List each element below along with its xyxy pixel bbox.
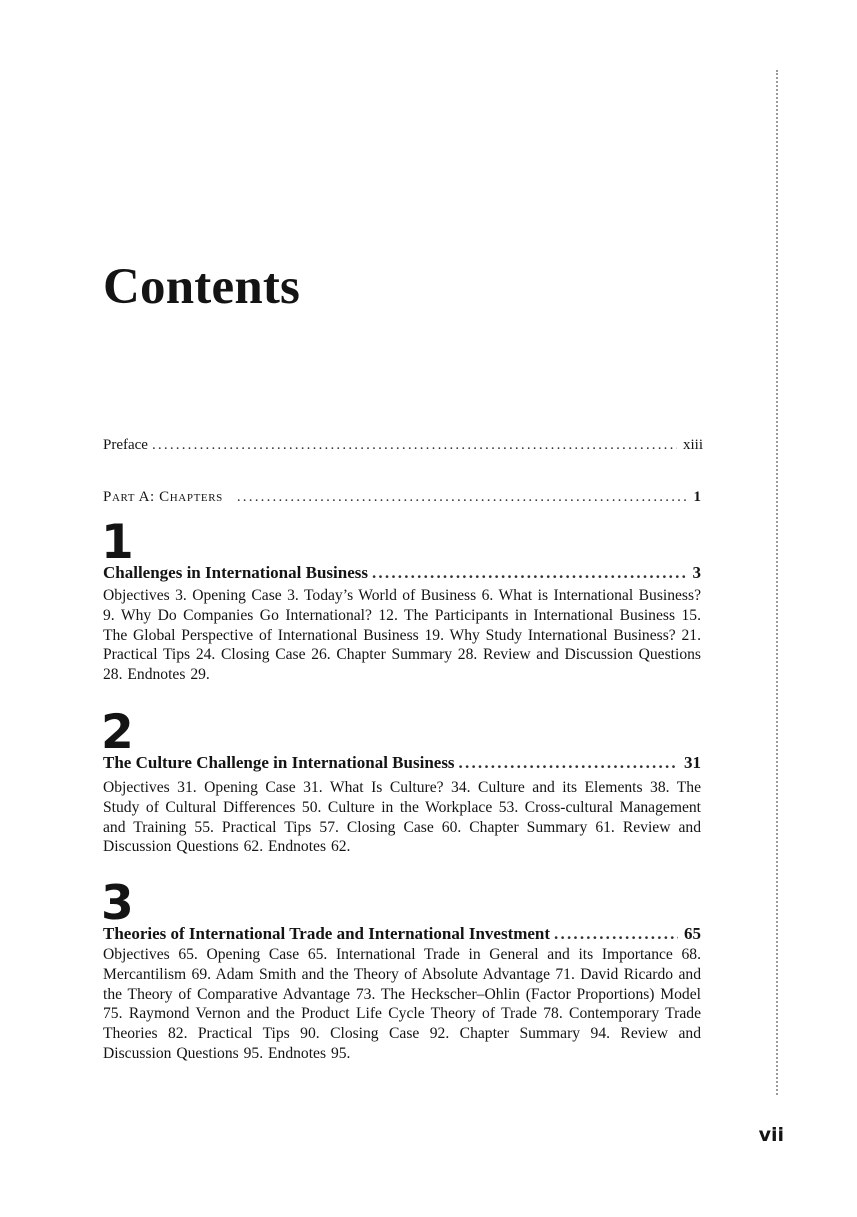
dot-leader (237, 489, 688, 506)
dot-leader (152, 437, 677, 454)
chapter-contents: Objectives 65. Opening Case 65. International Trade in General and its Importance 68. Mercantilism 69. Adam Smith and the Theory of Absolute Advantage 71. David Ricardo and the Theory of Comparative Advantage 73. The Heckscher–Ohlin (Factor Proportions) Model 75. Raymond Vernon and the Product Life Cycle Theory of Trade 78. Contemporary Trade Theories 82. Practical Tips 90. Closing Case 92. Chapter Summary 94. Review and Discussion Questions 95. Endnotes 95. (103, 946, 701, 1062)
chapter-number: 1 (101, 515, 133, 570)
dot-leader (554, 924, 678, 944)
toc-entry-chapter-3[interactable] (103, 924, 703, 944)
toc-entry-page-number: 1 (693, 489, 701, 505)
chapter-title: The Culture Challenge in International Business (103, 753, 455, 772)
chapter-title: Challenges in International Business (103, 563, 368, 582)
page-folio: vii (758, 1124, 784, 1146)
toc-entry-preface[interactable] (103, 437, 703, 454)
margin-dotted-rule (776, 70, 778, 1095)
toc-entry-page-number: 31 (684, 753, 701, 772)
toc-entry-page-number: 3 (692, 563, 701, 582)
toc-entry-chapter-1[interactable] (103, 563, 703, 583)
chapter-number: 2 (101, 705, 133, 760)
toc-entry-part-a[interactable] (103, 489, 703, 506)
part-heading: Part A: Chapters (103, 489, 223, 505)
toc-entry-chapter-2[interactable] (103, 753, 703, 773)
toc-entry-page-number: xiii (682, 437, 703, 453)
chapter-title: Theories of International Trade and International Investment (103, 924, 551, 943)
chapter-number: 3 (101, 876, 133, 931)
dot-leader (459, 753, 678, 773)
page-title: Contents (103, 259, 301, 315)
chapter-contents: Objectives 3. Opening Case 3. Today’s World of Business 6. What is International Business? 9. Why Do Companies Go International? 12. The Participants in International Business 15. The Global Perspective of International Business 19. Why Study International Business? 21. Practical Tips 24. Closing Case 26. Chapter Summary 28. Review and Discussion Questions 28. Endnotes 29. (103, 587, 701, 684)
dot-leader (372, 563, 687, 583)
toc-entry-page-number: 65 (684, 924, 701, 943)
chapter-contents: Objectives 31. Opening Case 31. What Is Culture? 34. Culture and its Elements 38. The Study of Cultural Differences 50. Culture in the Workplace 53. Cross-cultural Management and Training 55. Practical Tips 57. Closing Case 60. Chapter Summary 61. Review and Discussion Questions 62. Endnotes 62. (103, 779, 701, 856)
toc-entry-label: Preface (103, 437, 148, 453)
